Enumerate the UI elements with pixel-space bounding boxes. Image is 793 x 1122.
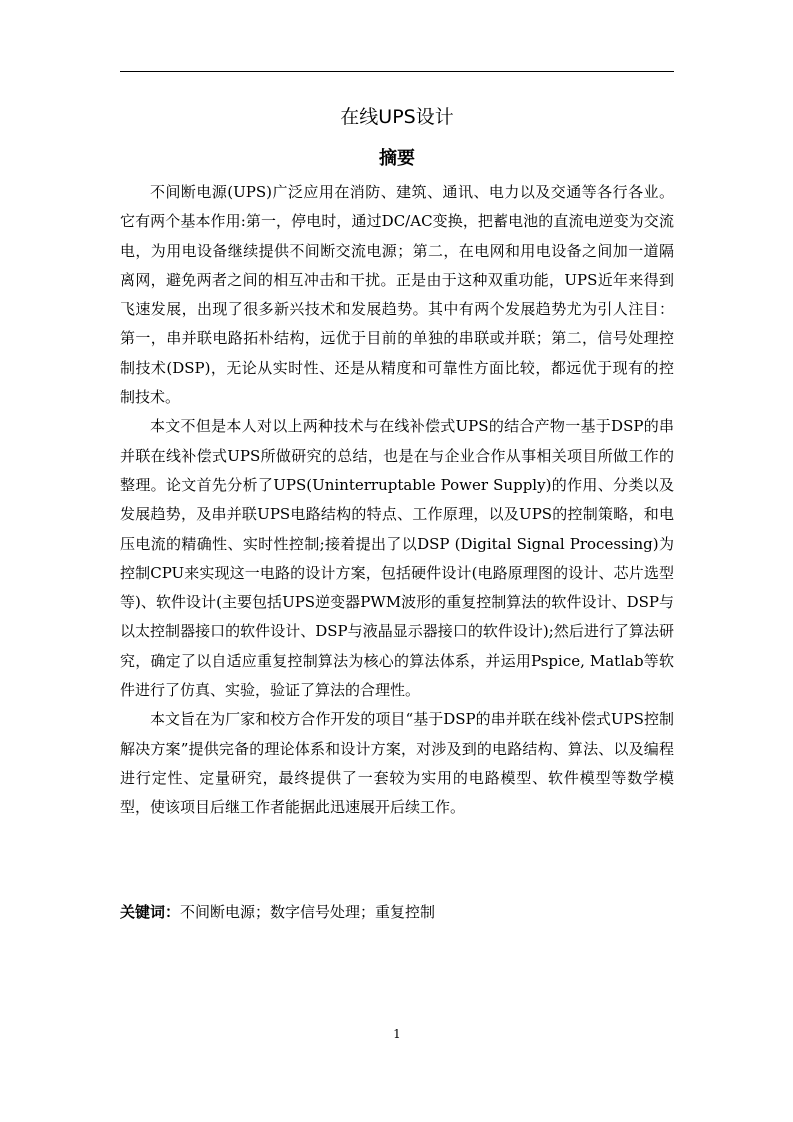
abstract-paragraph: 本文旨在为厂家和校方合作开发的项目“基于DSP的串并联在线补偿式UPS控制解决方案”提供完备的理论体系和设计方案，对涉及到的电路结构、算法、以及编程进行定性、定量研究，最终提供了一套较为实用的电路模型、软件模型等数学模型，使该项目后继工作者能据此迅速展开后续工作。 — [120, 710, 674, 817]
abstract-body — [120, 178, 674, 823]
abstract-paragraph: 不间断电源(UPS)广泛应用在消防、建筑、通讯、电力以及交通等各行各业。它有两个基本作用:第一，停电时，通过DC/AC变换，把蓄电池的直流电逆变为交流电，为用电设备继续提供不间断交流电源；第二，在电网和用电设备之间加一道隔离网，避免两者之间的相互冲击和干扰。正是由于这种双重功能，UPS近年来得到飞速发展，出现了很多新兴技术和发展趋势。其中有两个发展趋势尤为引人注目：第一，串并联电路拓朴结构，远优于目前的单独的串联或并联；第二，信号处理控制技术(DSP)，无论从实时性、还是从精度和可靠性方面比较，都远优于现有的控制技术。 — [120, 183, 674, 407]
keywords-label: 关键词： — [120, 903, 181, 921]
abstract-heading: 摘要 — [379, 148, 415, 169]
keywords-text: 不间断电源；数字信号处理；重复控制 — [180, 903, 436, 921]
keywords-line — [120, 898, 674, 926]
page-title: 在线UPS设计 — [340, 106, 454, 128]
abstract-paragraph: 本文不但是本人对以上两种技术与在线补偿式UPS的结合产物一基于DSP的串并联在线补偿式UPS所做研究的总结，也是在与企业合作从事相关项目所做工作的整理。论文首先分析了UPS(Uninterruptable Power Supply)的作用、分类以及发展趋势，及串并联UPS电路结构的特点、工作原理，以及UPS的控制策略，和电压电流的精确性、实时性控制;接着提出了以DSP (Digital Signal Processing)为控制CPU来实现这一电路的设计方案，包括硬件设计(电路原理图的设计、芯片选型等)、软件设计(主要包括UPS逆变器PWM波形的重复控制算法的软件设计、DSP与以太控制器接口的软件设计、DSP与液晶显示器接口的软件设计);然后进行了算法研究，确定了以自适应重复控制算法为核心的算法体系，并运用Pspice, Matlab等软件进行了仿真、实验，验证了算法的合理性。 — [120, 417, 674, 700]
page-number: 1 — [393, 1027, 401, 1041]
header-rule — [120, 71, 674, 72]
